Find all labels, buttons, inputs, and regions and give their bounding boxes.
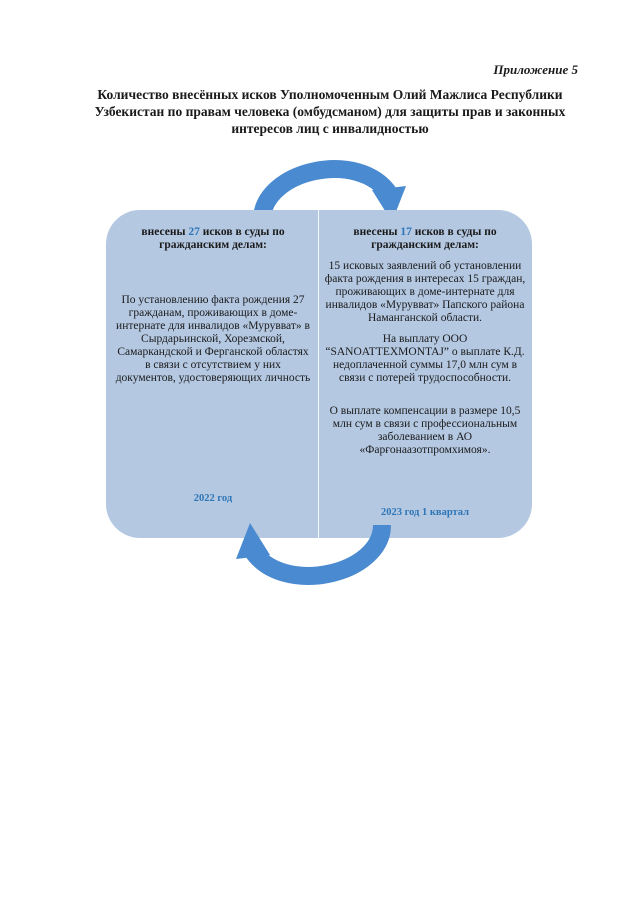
- right-heading: [324, 226, 526, 252]
- page-title: Количество внесённых исков Уполномоченным Олий Мажлиса Республики Узбекистан по правам человека (омбудсманом) для защиты прав и законных интересов лиц с инвалидностью: [94, 87, 566, 136]
- right-heading-post: исков в суды по гражданским делам:: [371, 226, 497, 251]
- right-paragraph-1: 15 исковых заявлений об установлении факта рождения в интересах 15 граждан, проживающих в доме-интернате для инвалидов «Мурувват» Папского района Наманганской области.: [324, 260, 526, 324]
- left-heading-pre: внесены: [141, 226, 189, 238]
- right-paragraph-2: На выплату ООО “SANOATTEXMONTAJ” о выплате К.Д. недоплаченной суммы 17,0 млн сум в связи с потерей трудоспособности.: [325, 333, 525, 384]
- left-heading: [114, 226, 312, 252]
- left-text: По установлению факта рождения 27 гражданам, проживающих в доме-интернате для инвалидов «Мурувват» в Сырдарьинской, Хорезмской, Самаркандской и Ферганской областях в связи с отсутствием у них документов, удостоверяющих личность: [115, 294, 311, 384]
- appendix-label: Приложение 5: [493, 62, 578, 77]
- column-divider: [318, 210, 319, 538]
- left-year: 2022 год: [193, 493, 233, 504]
- info-card: [106, 210, 532, 538]
- right-heading-number: 17: [400, 226, 412, 238]
- column-2023: [324, 210, 526, 538]
- cycle-arrow-bottom-icon: [232, 515, 402, 595]
- right-heading-pre: внесены: [353, 226, 401, 238]
- right-year: 2023 год 1 квартал: [380, 507, 470, 518]
- left-heading-post: исков в суды по гражданским делам:: [159, 226, 285, 251]
- right-paragraph-3: О выплате компенсации в размере 10,5 млн сум в связи с профессиональным заболеванием в АО «Фарғонаазотпромхимоя».: [329, 405, 521, 456]
- column-2022: [114, 210, 312, 538]
- left-heading-number: 27: [188, 226, 200, 238]
